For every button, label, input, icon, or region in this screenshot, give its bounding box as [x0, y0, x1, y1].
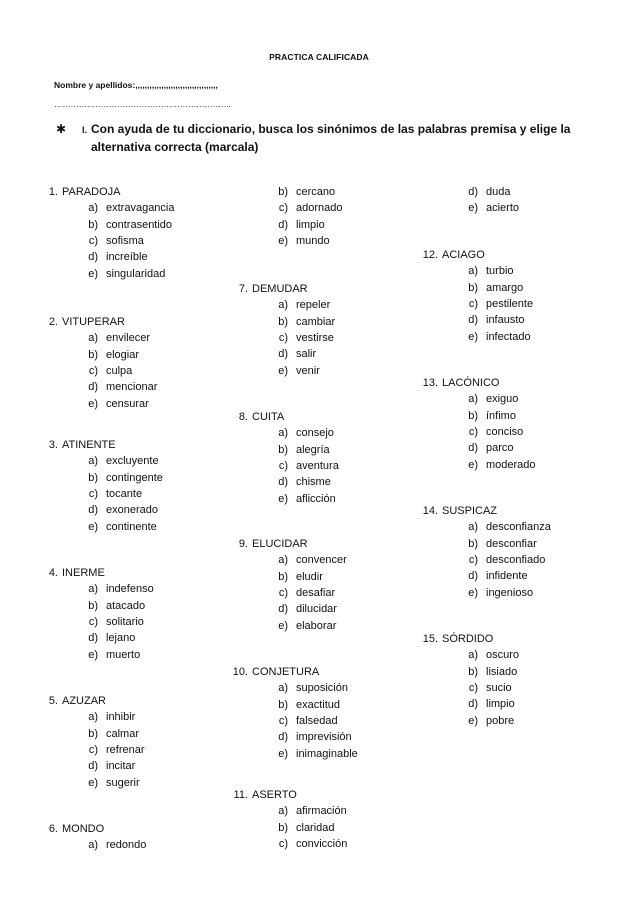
option-letter: e)	[88, 648, 98, 661]
option-text: lisiado	[486, 665, 518, 678]
option-text: turbio	[486, 265, 514, 278]
option-letter: b)	[468, 537, 478, 550]
option-letter: a)	[468, 649, 478, 662]
option-letter: a)	[88, 455, 98, 468]
question-word: SUSPICAZ	[442, 505, 498, 517]
option-letter: d)	[88, 381, 98, 394]
option-letter: d)	[468, 442, 478, 455]
option-letter: d)	[88, 504, 98, 517]
answer-option[interactable]	[79, 455, 159, 467]
option-letter: c)	[468, 425, 478, 438]
option-text: exonerado	[106, 504, 158, 517]
option-text: desconfianza	[486, 521, 551, 534]
option-letter: b)	[278, 821, 288, 834]
instruction-text: Con ayuda de tu diccionario, busca los sinónimos de las palabras premisa y elige la alternativa correcta (marcala)	[91, 122, 571, 154]
option-letter: a)	[88, 332, 98, 345]
option-letter: c)	[278, 837, 288, 850]
question-word: CUITA	[252, 411, 285, 423]
option-text: vestirse	[296, 331, 334, 344]
option-letter: b)	[278, 443, 288, 456]
answer-option[interactable]	[79, 583, 154, 595]
answer-option[interactable]	[459, 442, 514, 454]
option-text: pestilente	[486, 297, 534, 310]
answer-option[interactable]	[79, 268, 165, 280]
option-text: elaborar	[296, 619, 337, 632]
option-text: inhibir	[106, 711, 136, 724]
option-letter: a)	[88, 839, 98, 852]
answer-option[interactable]	[269, 715, 338, 727]
option-letter: a)	[278, 299, 288, 312]
option-text: suposición	[296, 682, 348, 695]
option-letter: c)	[278, 586, 288, 599]
answer-option[interactable]	[79, 649, 140, 661]
answer-option[interactable]	[269, 202, 343, 214]
option-text: tocante	[106, 487, 143, 500]
answer-option[interactable]	[269, 186, 335, 198]
option-letter: e)	[88, 520, 98, 533]
option-letter: e)	[468, 330, 478, 343]
question-number: 8.	[238, 411, 248, 423]
answer-option[interactable]	[459, 459, 536, 471]
answer-option[interactable]	[459, 666, 517, 678]
option-text: excluyente	[106, 455, 159, 468]
option-text: afirmación	[296, 805, 347, 818]
option-letter: a)	[468, 393, 478, 406]
question-word: INERME	[62, 567, 105, 579]
answer-option[interactable]	[269, 682, 348, 694]
option-letter: a)	[468, 265, 478, 278]
answer-option[interactable]	[79, 235, 144, 247]
option-text: desafiar	[296, 586, 336, 599]
question-8	[229, 411, 284, 423]
answer-option[interactable]	[459, 587, 533, 599]
question-4	[39, 567, 105, 579]
question-10	[229, 666, 319, 678]
option-text: exactitud	[296, 698, 341, 711]
question-number: 3.	[48, 439, 58, 451]
answer-option[interactable]	[79, 219, 172, 231]
answer-option[interactable]	[79, 760, 135, 772]
option-letter: e)	[278, 619, 288, 632]
option-text: cambiar	[296, 315, 336, 328]
option-text: calmar	[106, 727, 140, 740]
answer-option[interactable]	[79, 521, 157, 533]
question-word: ATINENTE	[62, 439, 116, 451]
option-text: moderado	[486, 458, 536, 471]
question-6	[39, 823, 104, 835]
answer-option[interactable]	[269, 620, 336, 632]
option-text: pobre	[486, 714, 515, 727]
answer-option[interactable]	[269, 427, 334, 439]
answer-option[interactable]	[459, 649, 519, 661]
question-word: LACÓNICO	[442, 377, 500, 389]
option-text: venir	[296, 364, 320, 377]
answer-option[interactable]	[269, 603, 337, 615]
answer-option[interactable]	[269, 822, 335, 834]
option-letter: a)	[88, 583, 98, 596]
option-letter: e)	[468, 714, 478, 727]
option-text: desconfiar	[486, 537, 537, 550]
question-word: CONJETURA	[252, 666, 320, 678]
option-letter: b)	[278, 698, 288, 711]
option-letter: b)	[88, 218, 98, 231]
answer-option[interactable]	[459, 698, 515, 710]
answer-option[interactable]	[269, 348, 316, 360]
option-text: chisme	[296, 476, 331, 489]
option-text: consejo	[296, 427, 334, 440]
option-letter: c)	[88, 234, 98, 247]
question-word: AZUZAR	[62, 695, 106, 707]
option-letter: c)	[88, 615, 98, 628]
question-1	[39, 186, 120, 198]
option-letter: c)	[88, 487, 98, 500]
option-text: repeler	[296, 299, 331, 312]
answer-option[interactable]	[79, 202, 175, 214]
answer-option[interactable]	[459, 202, 519, 214]
answer-option[interactable]	[269, 805, 347, 817]
question-word: MONDO	[62, 823, 105, 835]
answer-option[interactable]	[459, 298, 533, 310]
option-text: duda	[486, 186, 511, 198]
option-letter: a)	[88, 711, 98, 724]
option-letter: e)	[468, 586, 478, 599]
answer-option[interactable]	[79, 777, 140, 789]
option-letter: b)	[278, 186, 288, 198]
option-text: infidente	[486, 570, 528, 583]
answer-option[interactable]	[79, 365, 132, 377]
option-text: incitar	[106, 760, 136, 773]
option-text: convicción	[296, 837, 348, 850]
option-letter: c)	[278, 202, 288, 215]
answer-option[interactable]	[79, 504, 158, 516]
option-text: ínfimo	[486, 409, 516, 422]
answer-option[interactable]	[269, 699, 340, 711]
option-text: continente	[106, 520, 157, 533]
option-letter: e)	[278, 364, 288, 377]
option-letter: d)	[278, 218, 288, 231]
answer-option[interactable]	[79, 349, 139, 361]
option-letter: b)	[468, 409, 478, 422]
question-number: 11.	[233, 789, 248, 801]
question-number: 9.	[238, 538, 248, 550]
question-12	[419, 249, 485, 261]
answer-option[interactable]	[269, 299, 330, 311]
question-2	[39, 316, 125, 328]
answer-option[interactable]	[269, 219, 325, 231]
option-letter: e)	[468, 458, 478, 471]
question-number: 15.	[422, 633, 438, 645]
question-13	[419, 377, 499, 389]
option-text: alegría	[296, 443, 330, 456]
question-number: 2.	[48, 316, 58, 328]
option-letter: e)	[278, 234, 288, 247]
option-text: ingenioso	[486, 586, 534, 599]
option-text: censurar	[106, 397, 149, 410]
question-14	[419, 505, 497, 517]
option-text: adornado	[296, 202, 343, 215]
option-letter: c)	[88, 743, 98, 756]
option-text: imprevisión	[296, 731, 352, 744]
answer-option[interactable]	[79, 616, 144, 628]
option-text: convencer	[296, 554, 347, 567]
option-letter: d)	[278, 348, 288, 361]
option-text: solitario	[106, 615, 144, 628]
option-letter: e)	[88, 776, 98, 789]
question-word: SÓRDIDO	[442, 633, 494, 645]
answer-option[interactable]	[269, 460, 339, 472]
option-text: mundo	[296, 234, 330, 247]
answer-option[interactable]	[79, 472, 163, 484]
answer-option[interactable]	[79, 728, 139, 740]
option-text: oscuro	[486, 649, 520, 662]
option-text: infausto	[486, 314, 525, 327]
option-text: contrasentido	[106, 218, 173, 231]
option-letter: e)	[278, 747, 288, 760]
question-word: ASERTO	[252, 789, 297, 801]
answer-option[interactable]	[459, 393, 518, 405]
question-number: 7.	[238, 283, 248, 295]
option-letter: d)	[278, 476, 288, 489]
answer-option[interactable]	[269, 493, 336, 505]
option-letter: c)	[468, 681, 478, 694]
answer-option[interactable]	[459, 282, 523, 294]
answer-option[interactable]	[79, 398, 149, 410]
option-text: increíble	[106, 251, 148, 264]
option-text: cercano	[296, 186, 336, 198]
answer-option[interactable]	[459, 570, 528, 582]
option-letter: d)	[468, 698, 478, 711]
answer-option[interactable]	[459, 682, 512, 694]
option-letter: c)	[278, 459, 288, 472]
question-7	[229, 283, 308, 295]
option-text: mencionar	[106, 381, 158, 394]
option-text: inimaginable	[296, 747, 358, 760]
dotted-line: ………………………………………………………..	[54, 99, 231, 109]
question-number: 1.	[48, 186, 58, 198]
question-word: DEMUDAR	[252, 283, 308, 295]
option-letter: d)	[468, 570, 478, 583]
answer-option[interactable]	[459, 554, 545, 566]
option-text: culpa	[106, 364, 133, 377]
question-number: 14.	[422, 505, 438, 517]
answer-option[interactable]	[269, 587, 335, 599]
answer-option[interactable]	[459, 715, 514, 727]
option-text: claridad	[296, 821, 335, 834]
option-letter: d)	[278, 731, 288, 744]
option-letter: d)	[88, 760, 98, 773]
option-letter: d)	[88, 251, 98, 264]
option-text: conciso	[486, 425, 524, 438]
option-letter: b)	[468, 281, 478, 294]
option-text: envilecer	[106, 332, 151, 345]
answer-option[interactable]	[79, 744, 145, 756]
option-text: sucio	[486, 681, 512, 694]
answer-option[interactable]	[79, 600, 145, 612]
option-letter: e)	[88, 267, 98, 280]
option-text: lejano	[106, 632, 136, 645]
option-text: muerto	[106, 648, 141, 661]
answer-option[interactable]	[79, 839, 146, 851]
option-text: atacado	[106, 599, 146, 612]
answer-option[interactable]	[79, 711, 135, 723]
answer-option[interactable]	[79, 381, 157, 393]
answer-option[interactable]	[269, 365, 320, 377]
option-text: sugerir	[106, 776, 140, 789]
option-text: dilucidar	[296, 603, 337, 616]
answer-option[interactable]	[459, 331, 531, 343]
option-text: desconfiado	[486, 553, 546, 566]
question-9	[229, 538, 308, 550]
question-number: 6.	[48, 823, 58, 835]
option-letter: b)	[88, 599, 98, 612]
option-letter: c)	[468, 553, 478, 566]
option-letter: a)	[278, 805, 288, 818]
roman-numeral: I.	[82, 125, 88, 135]
question-11	[229, 789, 297, 801]
answer-option[interactable]	[79, 332, 150, 344]
option-letter: c)	[278, 714, 288, 727]
asterisk-bullet-icon: ✱	[56, 122, 67, 136]
option-letter: d)	[88, 632, 98, 645]
option-text: aventura	[296, 459, 339, 472]
answer-option[interactable]	[269, 444, 330, 456]
option-text: refrenar	[106, 743, 145, 756]
answer-option[interactable]	[269, 476, 331, 488]
option-text: indefenso	[106, 583, 154, 596]
option-letter: b)	[278, 315, 288, 328]
option-letter: e)	[468, 202, 478, 215]
question-number: 4.	[48, 567, 58, 579]
option-letter: e)	[88, 397, 98, 410]
option-text: aflicción	[296, 492, 336, 505]
option-text: amargo	[486, 281, 524, 294]
option-letter: b)	[88, 727, 98, 740]
option-letter: a)	[278, 554, 288, 567]
answer-option[interactable]	[269, 731, 352, 743]
answer-option[interactable]	[79, 488, 142, 500]
answer-option[interactable]	[459, 186, 510, 198]
option-letter: d)	[278, 603, 288, 616]
answer-option[interactable]	[79, 251, 148, 263]
question-3	[39, 439, 116, 451]
question-5	[39, 695, 106, 707]
option-letter: b)	[278, 570, 288, 583]
option-text: redondo	[106, 839, 147, 852]
answer-option[interactable]	[269, 316, 335, 328]
answer-option[interactable]	[269, 838, 347, 850]
answer-option[interactable]	[459, 538, 537, 550]
answer-option[interactable]	[269, 554, 347, 566]
option-letter: c)	[88, 364, 98, 377]
option-letter: c)	[468, 297, 478, 310]
option-text: infectado	[486, 330, 531, 343]
option-text: extravagancia	[106, 202, 175, 215]
option-text: sofisma	[106, 234, 144, 247]
option-text: exiguo	[486, 393, 519, 406]
question-number: 10.	[232, 666, 248, 678]
option-letter: d)	[468, 186, 478, 198]
option-text: contingente	[106, 471, 163, 484]
answer-option[interactable]	[459, 521, 551, 533]
question-word: PARADOJA	[62, 186, 121, 198]
answer-option[interactable]	[269, 571, 323, 583]
option-letter: a)	[88, 202, 98, 215]
option-letter: e)	[278, 492, 288, 505]
question-number: 13.	[422, 377, 438, 389]
name-field-label: Nombre y apellidos:,,,,,,,,,,,,,,,,,,,,,,,,,,,,,,,,,,,	[54, 80, 218, 90]
question-word: ACIAGO	[442, 249, 485, 261]
option-letter: a)	[468, 521, 478, 534]
answer-option[interactable]	[459, 426, 523, 438]
answer-option[interactable]	[269, 235, 330, 247]
option-letter: a)	[278, 682, 288, 695]
option-text: eludir	[296, 570, 323, 583]
answer-option[interactable]	[459, 265, 514, 277]
page-title: PRACTICA CALIFICADA	[269, 52, 369, 62]
answer-option[interactable]	[459, 410, 516, 422]
option-text: singularidad	[106, 267, 166, 280]
option-text: parco	[486, 442, 514, 455]
option-letter: b)	[88, 348, 98, 361]
option-letter: b)	[468, 665, 478, 678]
answer-option[interactable]	[79, 632, 135, 644]
answer-option[interactable]	[269, 748, 358, 760]
option-letter: b)	[88, 471, 98, 484]
option-letter: a)	[278, 427, 288, 440]
option-text: acierto	[486, 202, 520, 215]
option-text: limpio	[486, 698, 515, 711]
option-letter: c)	[278, 331, 288, 344]
answer-option[interactable]	[459, 314, 525, 326]
question-number: 12.	[422, 249, 438, 261]
option-letter: d)	[468, 314, 478, 327]
option-text: limpio	[296, 218, 325, 231]
question-word: VITUPERAR	[62, 316, 125, 328]
question-number: 5.	[48, 695, 58, 707]
option-text: elogiar	[106, 348, 140, 361]
question-word: ELUCIDAR	[252, 538, 308, 550]
option-text: falsedad	[296, 714, 338, 727]
option-text: salir	[296, 348, 317, 361]
answer-option[interactable]	[269, 332, 334, 344]
question-15	[419, 633, 493, 645]
